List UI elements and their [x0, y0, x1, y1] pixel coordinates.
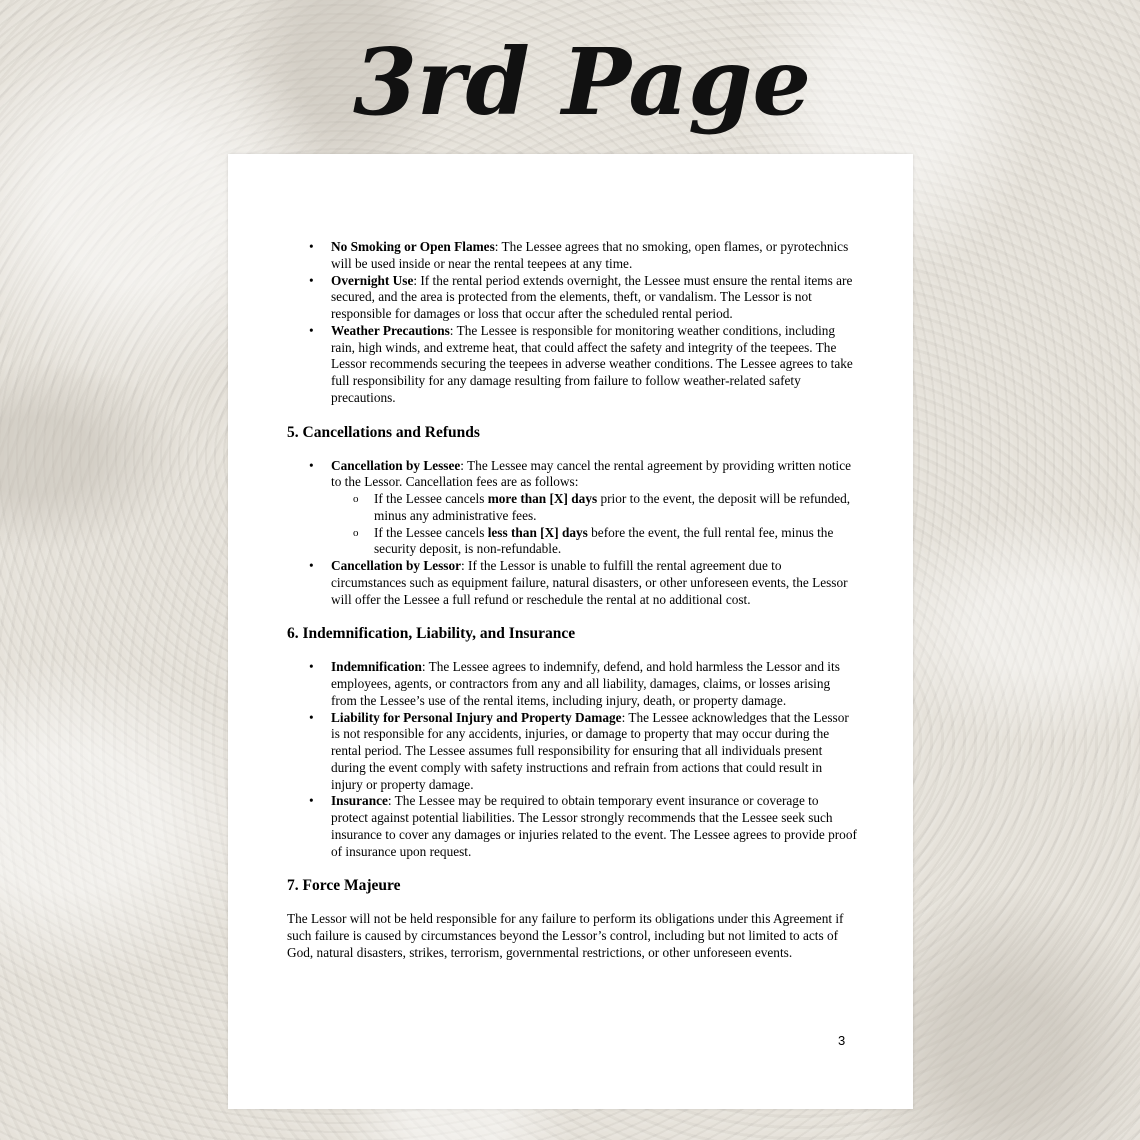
sub-text-bold: less than [X] days	[487, 524, 588, 540]
section-5-list	[287, 458, 857, 609]
sub-text-bold: more than [X] days	[487, 491, 598, 506]
bullet-text: : The Lessee may cancel the rental agreement by providing written notice to the Lessor. Cancellation fees are as follows:	[331, 457, 852, 490]
list-item	[287, 239, 857, 273]
bullet-text: : If the rental period extends overnight, the Lessee must ensure the rental items are secured, and the area is protected from the elements, theft, or vandalism. The Lessor is not responsible for damages or loss that occur after the scheduled rental period.	[331, 272, 853, 321]
page-number: 3	[838, 1033, 846, 1048]
list-item	[287, 793, 857, 860]
sub-text-pre: If the Lessee cancels	[374, 491, 488, 506]
bullet-term: Liability for Personal Injury and Property Damage	[331, 709, 622, 725]
page-title-text: 3rd Page	[352, 28, 812, 136]
bullet-text: : The Lessee is responsible for monitoring weather conditions, including rain, high winds, and extreme heat, that could affect the safety and integrity of the teepees. The Lessor recommends securing the teepees in adverse weather conditions. The Lessee agrees to take full responsibility for any damage resulting from failure to follow weather-related safety precautions.	[331, 322, 853, 405]
bullet-term: Insurance	[331, 793, 388, 809]
document-page	[228, 154, 913, 1109]
section-6-list	[287, 659, 857, 860]
bullet-text: : If the Lessor is unable to fulfill the rental agreement due to circumstances such as equipment failure, natural disasters, or other unforeseen events, the Lessor will offer the Lessee a full refund or reschedule the rental at no additional cost.	[331, 558, 848, 607]
bullet-text: : The Lessee acknowledges that the Lessor is not responsible for any accidents, injuries, or damage to property that may occur during the rental period. The Lessee assumes full responsibility for ensuring that all individuals present during the event comply with safety instructions and refrain from actions that could result in injury or property damage.	[331, 709, 849, 792]
section-7-heading: 7. Force Majeure	[287, 877, 401, 895]
bullet-text: : The Lessee agrees to indemnify, defend, and hold harmless the Lessor and its employees, agents, or contractors from any and all liability, damages, claims, or losses arising from the Lessee’s use of the rental items, including injury, death, or property damage.	[331, 659, 840, 708]
list-item	[287, 558, 857, 608]
intro-bullet-list	[287, 239, 857, 407]
list-item	[287, 458, 857, 559]
section-6-heading: 6. Indemnification, Liability, and Insurance	[287, 625, 576, 643]
list-item	[287, 710, 857, 794]
bullet-term: Weather Precautions	[331, 322, 450, 338]
bullet-term: Overnight Use	[331, 272, 414, 288]
bullet-term: Cancellation by Lessor	[331, 558, 462, 573]
sub-text-post: prior to the event, the deposit will be refunded, minus any administrative fees.	[374, 491, 851, 523]
bullet-term: Cancellation by Lessee	[331, 457, 461, 473]
sub-list-item	[331, 525, 857, 559]
bullet-text: : The Lessee may be required to obtain temporary event insurance or coverage to protect against potential liabilities. The Lessor strongly recommends that the Lessee seek such insurance to cover any damages or injuries related to the event. The Lessee agrees to provide proof of insurance upon request.	[331, 793, 857, 859]
sub-text-post: before the event, the full rental fee, minus the security deposit, is non-refundable.	[374, 524, 834, 557]
list-item	[287, 323, 857, 407]
document-body	[287, 239, 857, 962]
bullet-term: Indemnification	[331, 659, 422, 675]
sub-text-pre: If the Lessee cancels	[374, 524, 488, 540]
sub-list-item	[331, 491, 857, 525]
section-7-paragraph: The Lessor will not be held responsible for any failure to perform its obligations under this Agreement if such failure is caused by circumstances beyond the Lessor’s control, including but not limited to acts of God, natural disasters, strikes, terrorism, governmental restrictions, or other unforeseen events.	[287, 911, 844, 960]
cancellation-fee-sublist	[331, 491, 857, 558]
section-5-heading: 5. Cancellations and Refunds	[287, 423, 480, 441]
list-item	[287, 659, 857, 709]
list-item	[287, 273, 857, 323]
bullet-text: : The Lessee agrees that no smoking, open flames, or pyrotechnics will be used inside or near the rental teepees at any time.	[331, 239, 849, 271]
page-title-heading	[0, 14, 1140, 154]
bullet-term: No Smoking or Open Flames	[331, 239, 495, 254]
